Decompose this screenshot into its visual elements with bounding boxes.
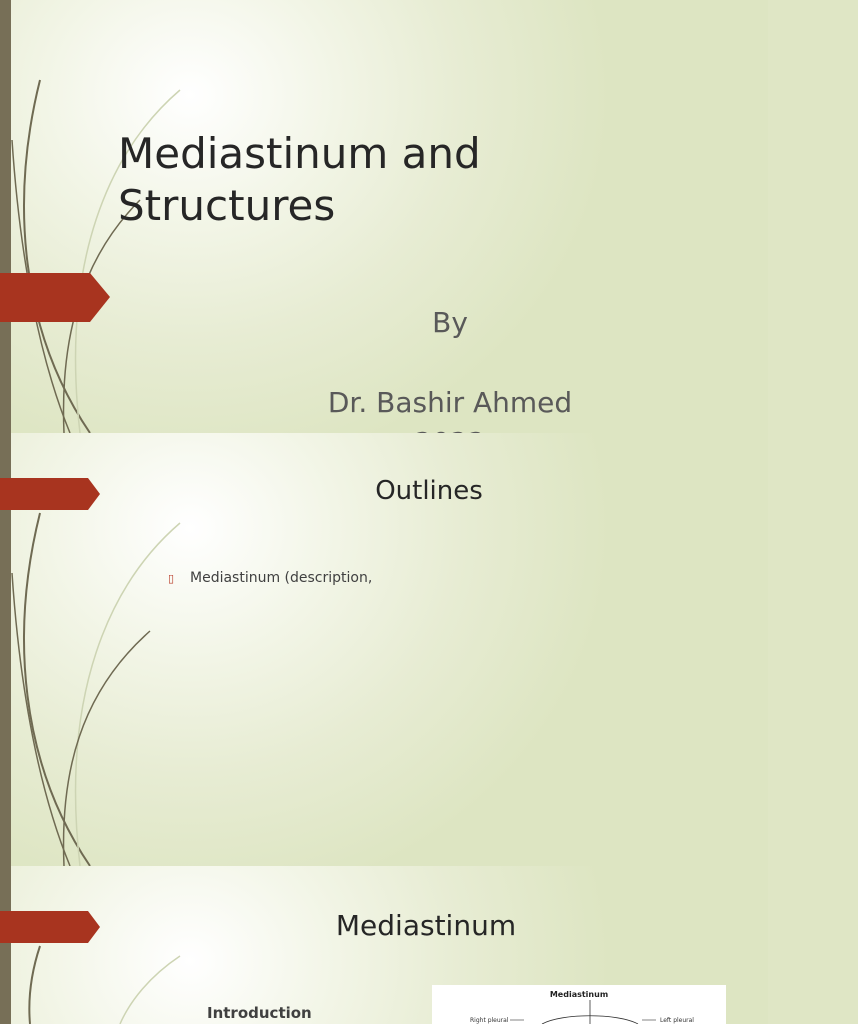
bullet-text: Mediastinum (description,: [190, 570, 373, 586]
square-bullet-icon: ▯: [168, 571, 175, 585]
diagram-title: Mediastinum: [549, 990, 609, 999]
mediastinum-diagram: [432, 985, 726, 1024]
decorative-swoosh: [0, 866, 200, 1024]
slide-title: Outlines: [375, 476, 483, 506]
subtitle-author: Dr. Bashir Ahmed: [327, 386, 573, 419]
title-slide: [0, 0, 768, 433]
label-right-pleural: Right pleural: [470, 1017, 509, 1024]
subtitle-by: By: [432, 306, 468, 339]
accent-tab: [0, 273, 110, 322]
slide-title: Mediastinum: [335, 909, 517, 942]
label-left-pleural: Left pleural: [660, 1017, 694, 1024]
section-heading: Introduction: [207, 1004, 312, 1022]
list-item: [168, 570, 372, 586]
slide-title: Mediastinum and Structures: [118, 129, 481, 230]
